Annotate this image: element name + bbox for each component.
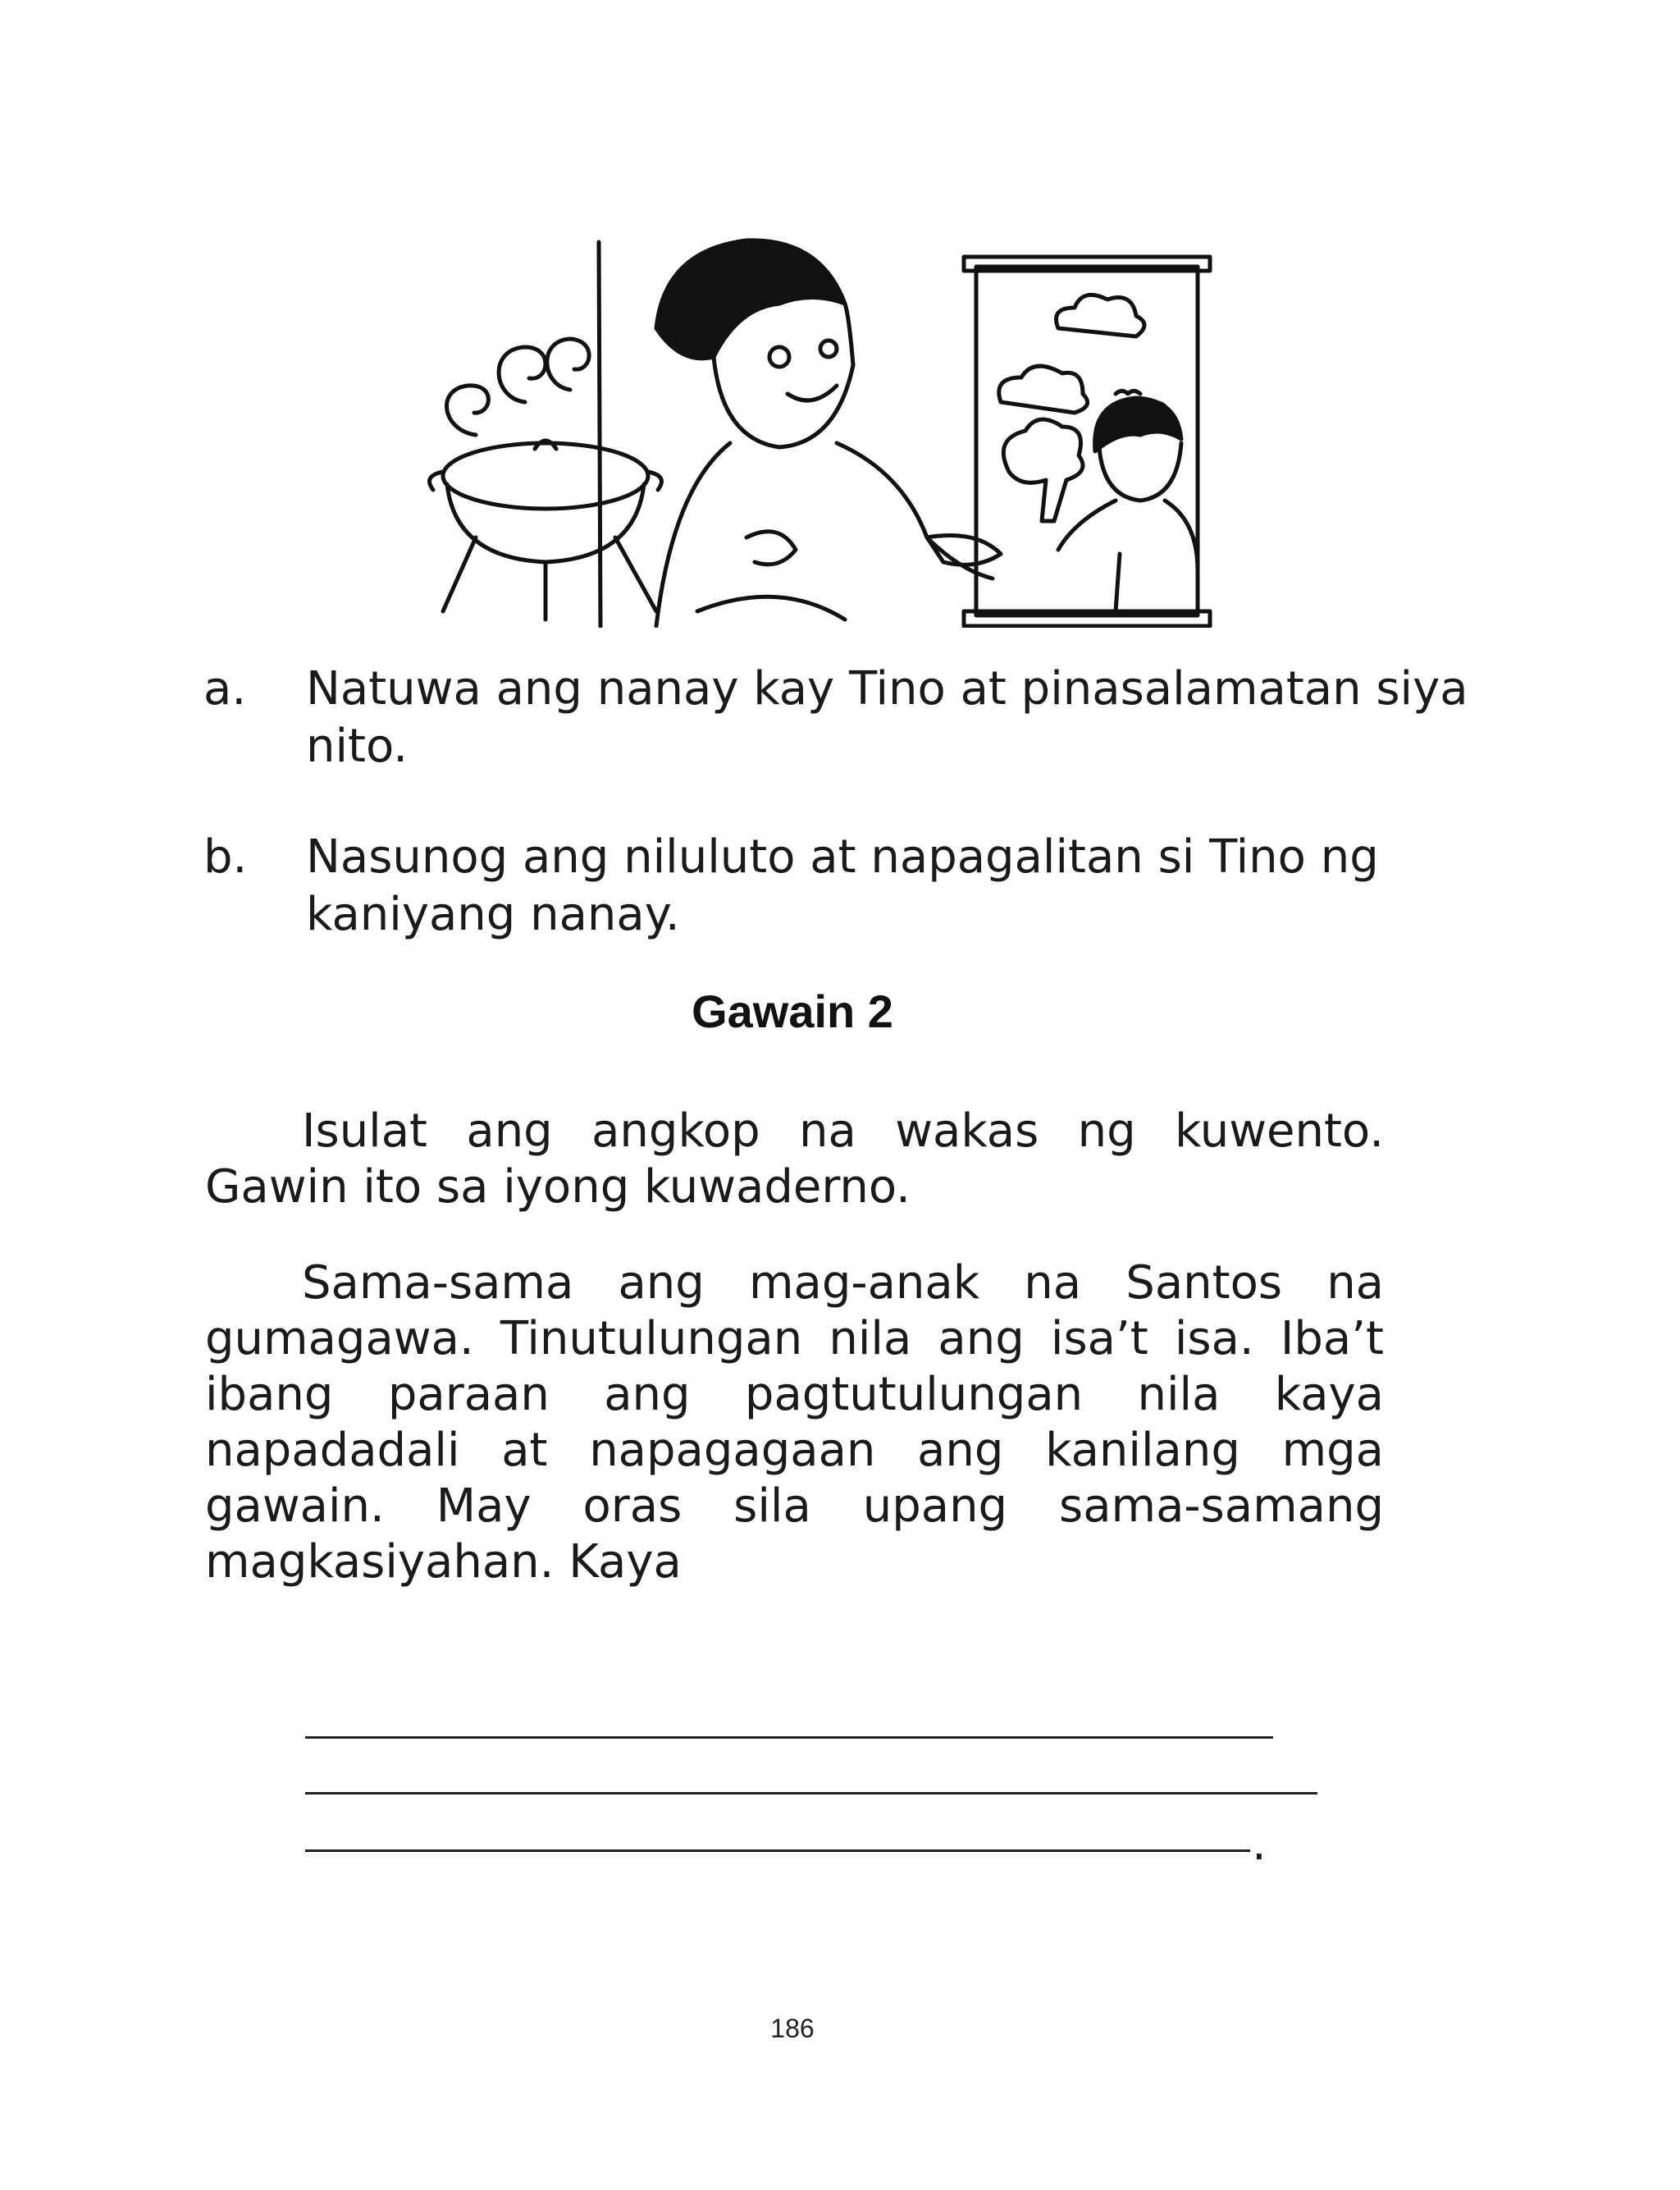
pot-body xyxy=(447,484,644,562)
answer-end-mark: . xyxy=(1252,1817,1267,1871)
child-body xyxy=(1058,501,1198,611)
tree xyxy=(1003,419,1083,521)
wall-edge xyxy=(599,242,600,626)
mother-apron xyxy=(697,597,845,620)
mother-body xyxy=(656,443,730,626)
steam-middle xyxy=(499,347,546,402)
answer-line-2[interactable] xyxy=(305,1792,1317,1795)
mother-mouth xyxy=(788,386,837,400)
story-paragraph: Sama-sama ang mag-anak na Santos na gumagawa. Tinutulungan nila ang isa’t isa. Iba’t ibang paraan ang pagtutulungan nila kaya napadadali at napagagaan ang kanilang mga gawain. May oras sila upang sama-samang magkasiyahan. Kaya xyxy=(205,1256,1384,1589)
child-hair xyxy=(1095,398,1181,451)
pot-lid xyxy=(443,443,648,509)
option-letter: b. xyxy=(203,830,248,884)
cloud-top xyxy=(1057,295,1145,336)
mother-and-child-illustration xyxy=(353,226,1222,628)
instruction-paragraph: Isulat ang angkop na wakas ng kuwento. Gawin ito sa iyong kuwaderno. xyxy=(205,1104,1384,1214)
cloud-left xyxy=(999,366,1088,413)
mother-arm xyxy=(746,532,796,565)
stove-leg-right xyxy=(615,537,656,611)
stove-leg-left xyxy=(443,537,476,611)
mother-shoulder xyxy=(837,443,993,578)
activity-title: Gawain 2 xyxy=(692,985,893,1037)
mother-eye-left xyxy=(769,347,789,367)
option-letter: a. xyxy=(203,662,247,716)
steam-left xyxy=(447,386,489,435)
answer-line-1[interactable] xyxy=(305,1736,1273,1739)
mother-hair xyxy=(656,240,845,359)
pot-handle-right xyxy=(648,472,661,490)
child-face xyxy=(1099,443,1181,501)
mother-eye-right xyxy=(820,341,837,357)
option-text: Natuwa ang nanay kay Tino at pinasalamatan siya nito. xyxy=(306,662,1468,773)
page-number: 186 xyxy=(770,2014,815,2043)
answer-line-3[interactable] xyxy=(305,1849,1250,1852)
option-text: Nasunog ang niluluto at napagalitan si Tino ng kaniyang nanay. xyxy=(306,830,1379,941)
pot-handle-left xyxy=(430,472,443,490)
steam-right xyxy=(547,339,589,390)
